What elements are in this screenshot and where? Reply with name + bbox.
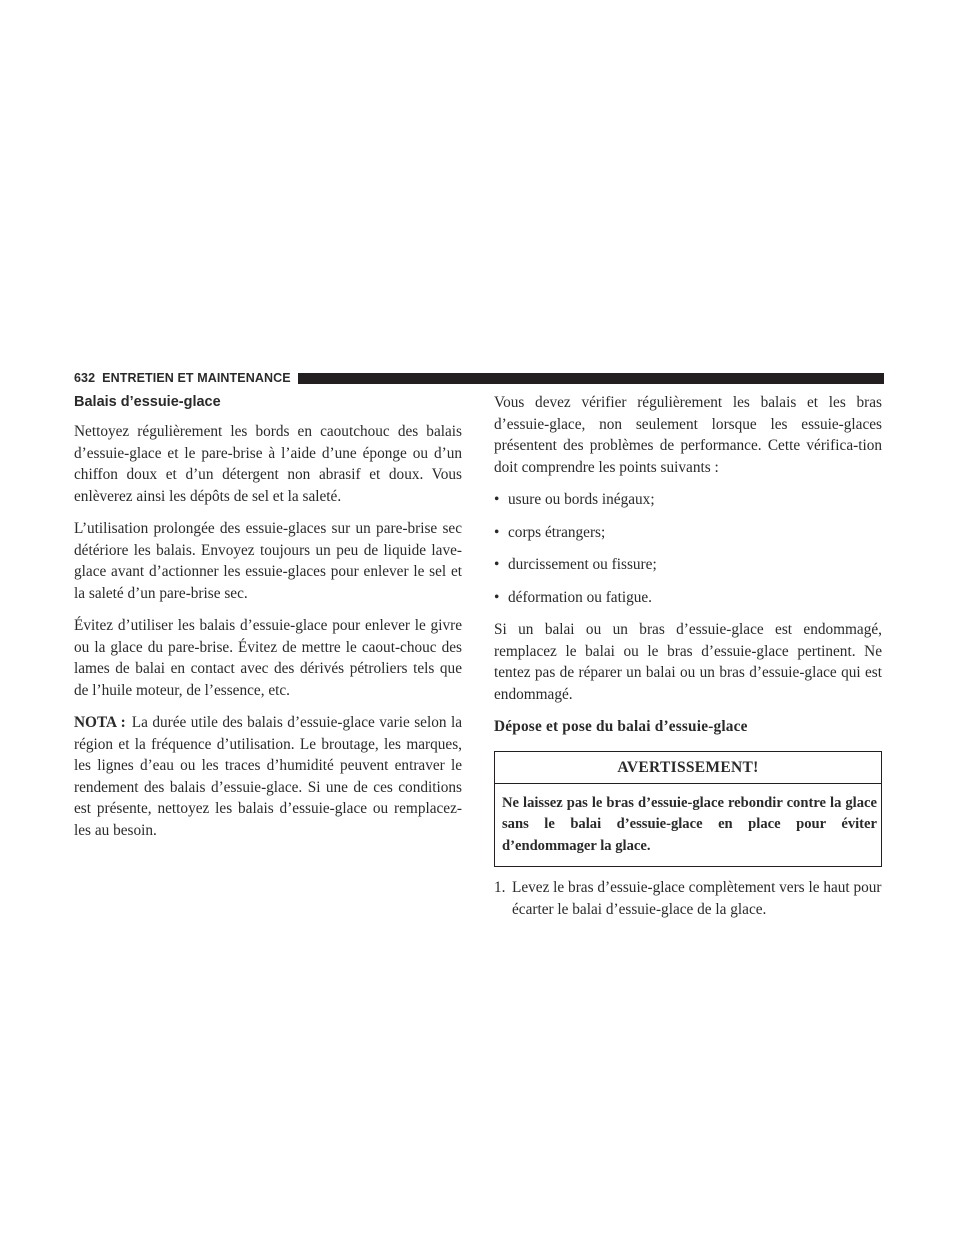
list-item: • corps étrangers; [494,522,882,544]
warning-box [494,751,882,867]
steps-list [494,877,882,920]
header-rule [298,373,884,384]
paragraph-cleaning: Nettoyez régulièrement les bords en caoutchouc des balais d’essuie-glace et le pare-brise à l’aide d’une éponge ou d’un chiffon doux et d’un détergent non abrasif et doux. Vous enlèverez ainsi les dépôts de sel et la saleté. [74,423,462,505]
list-item: • déformation ou fatigue. [494,587,882,609]
bullet-icon: • [494,491,500,508]
inspection-list [494,489,882,608]
paragraph-dry-use: L’utilisation prolongée des essuie-glaces sur un pare-brise sec détériore les balais. Envoyez toujours un peu de liquide lave-glace avant d’actionner les essuie-glaces pour enlever le sel et la saleté d’un pare-brise sec. [74,520,462,602]
paragraph-inspection: Vous devez vérifier régulièrement les balais et les bras d’essuie-glace, non seulement lorsque les essuie-glaces présentent des problèmes de performance. Cette vérifica-tion doit comprendre les points suivants : [494,394,882,476]
bullet-icon: • [494,588,500,606]
bullet-icon: • [494,523,500,541]
warning-title: AVERTISSEMENT! [495,752,881,784]
page-number: 632 [74,371,96,385]
list-item: • durcissement ou fissure; [494,554,882,576]
left-column [74,392,462,852]
list-item [494,877,882,920]
subsection-heading: Dépose et pose du balai d’essuie-glace [494,718,748,735]
section-title: ENTRETIEN ET MAINTENANCE [102,371,291,385]
page-header [74,370,884,386]
bullet-icon: • [494,556,500,573]
step-text: Levez le bras d’essuie-glace complètement vers le haut pour écarter le balai d’essuie-glace de la glace. [512,879,882,918]
nota-paragraph [74,712,462,841]
list-item: • usure ou bords inégaux; [494,489,882,511]
warning-text: Ne laissez pas le bras d’essuie-glace rebondir contre la glace sans le balai d’essuie-glace en place pour éviter d’endommager la glace. [502,794,877,854]
right-column [494,392,882,920]
step-number: 1. [494,879,506,896]
section-heading: Balais d’essuie-glace [74,394,221,410]
nota-text: La durée utile des balais d’essuie-glace varie selon la région et la fréquence d’utilisation. Le broutage, les marques, les lignes d’eau ou les traces d’humidité peuvent entraver le rendement des balais d’essuie-glace. Si une de ces conditions est présente, nettoyez les balais d’essuie-glace ou remplacez-les au besoin. [74,714,462,839]
paragraph-damage: Si un balai ou un bras d’essuie-glace est endommagé, remplacez le balai ou le bras d’essuie-glace pertinent. Ne tentez pas de réparer un balai ou un bras d’essuie-glace qui est endommagé. [494,621,882,703]
nota-label: NOTA : [74,714,126,731]
paragraph-ice: Évitez d’utiliser les balais d’essuie-glace pour enlever le givre ou la glace du pare-brise. Évitez de mettre le caout-chouc des lames de balai en contact avec des dérivés pétroliers tels que de l’huile moteur, de l’essence, etc. [74,617,462,699]
